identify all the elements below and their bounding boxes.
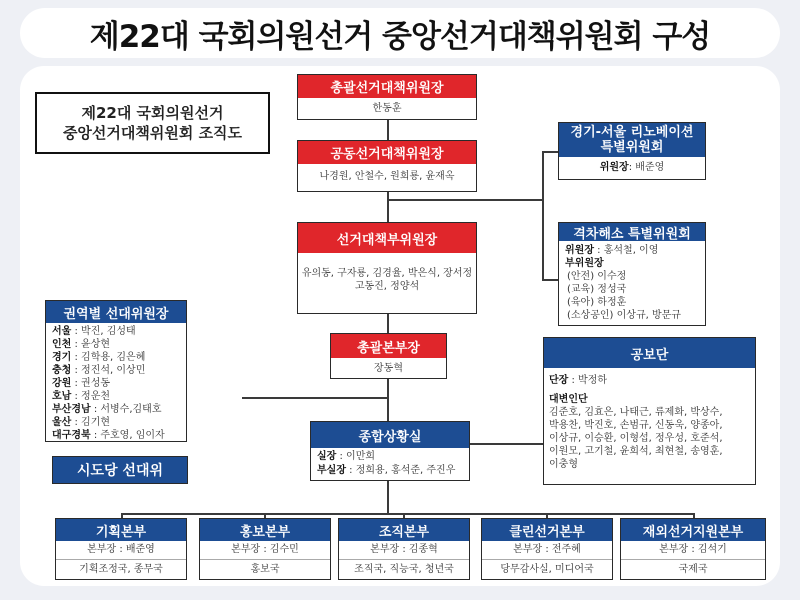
gap-vice-role: 부위원장 — [565, 258, 604, 269]
connector-gyeonggi-stub — [542, 151, 558, 153]
gyeonggi-header-line1: 경기-서울 리노베이션 — [570, 125, 694, 140]
division-units: 기획조정국, 종무국 — [79, 564, 163, 575]
regional-row — [52, 377, 180, 390]
pr-team-box — [543, 337, 756, 485]
connector-divisions-horizontal — [121, 513, 694, 515]
region-chairs: : 서병수,김태호 — [90, 404, 162, 415]
gap-header: 격차해소 특별위원회 — [559, 223, 705, 241]
region-chairs: : 윤상현 — [71, 339, 111, 350]
region-name: 강원 — [52, 378, 72, 389]
situation-chief-name: : 이만희 — [336, 451, 376, 462]
pr-spokes-line: 김준호, 김효은, 나태근, 류제화, 박상수, — [549, 407, 723, 418]
regional-body — [46, 323, 186, 444]
regional-header: 권역별 선대위원장 — [46, 301, 186, 323]
division-chief: 본부장 : 배준영 — [56, 541, 186, 560]
org-label-line1: 제22대 국회의원선거 — [81, 104, 224, 122]
gap-item-1: (안전) 이수정 — [567, 271, 627, 282]
region-chairs: : 주호영, 임이자 — [90, 430, 165, 441]
gyeonggi-role: 위원장 — [599, 162, 629, 173]
gap-chair-role: 위원장 — [565, 245, 594, 256]
pr-spokes-line: 이충형 — [549, 459, 578, 470]
vice-chair-line2: 고동진, 정양석 — [354, 281, 420, 292]
org-chart-label — [35, 92, 270, 154]
region-chairs: : 김학용, 김은혜 — [71, 352, 146, 363]
gap-item-3: (육아) 하정훈 — [567, 297, 627, 308]
gap-body — [559, 241, 705, 325]
situation-room-box — [310, 421, 470, 481]
page-title: 제22대 국회의원선거 중앙선거대책위원회 구성 — [89, 18, 711, 55]
division-publicity — [199, 518, 331, 580]
vice-chair-line1: 유의동, 구자룡, 김경율, 박은식, 장서정 — [301, 268, 473, 279]
cochair-names: 나경원, 안철수, 원희룡, 윤재옥 — [319, 171, 455, 182]
situation-vice-name: : 정희용, 홍석준, 주진우 — [345, 465, 456, 476]
title-banner — [20, 8, 780, 58]
division-planning — [55, 518, 187, 580]
gyeonggi-header-line2: 특별위원회 — [600, 140, 664, 155]
cochair-header: 공동선거대책위원장 — [298, 141, 476, 164]
gap-item-4: (소상공인) 이상규, 방문규 — [567, 310, 681, 321]
situation-chief-row — [317, 450, 463, 464]
regional-row — [52, 325, 180, 338]
chair-header: 총괄선거대책위원장 — [298, 75, 476, 98]
situation-vice-role: 부실장 — [317, 465, 346, 476]
pr-spokes-role: 대변인단 — [549, 394, 588, 405]
gyeonggi-committee-box — [558, 122, 706, 180]
hq-chief-box — [330, 333, 447, 379]
division-chief: 본부장 : 전주혜 — [482, 541, 612, 560]
gyeonggi-body — [559, 157, 705, 179]
region-name: 경기 — [52, 352, 72, 363]
gap-committee-box — [558, 222, 706, 326]
cochair-box — [297, 140, 477, 192]
pr-spokes-line: 이원모, 고기철, 윤희석, 최현철, 송영훈, — [549, 446, 723, 457]
situation-chief-role: 실장 — [317, 451, 337, 462]
region-name: 충청 — [52, 365, 72, 376]
vice-chair-header: 선거대책부위원장 — [298, 223, 476, 253]
division-header: 조직본부 — [339, 519, 469, 541]
pr-spokes-line: 이상규, 이승환, 이형섭, 정우성, 호준석, — [549, 433, 723, 444]
vice-chair-body — [298, 253, 476, 293]
division-header: 기획본부 — [56, 519, 186, 541]
connector-regional-branch — [242, 397, 388, 399]
situation-header: 종합상황실 — [311, 422, 469, 448]
regional-row — [52, 390, 180, 403]
division-units: 국제국 — [678, 564, 708, 575]
regional-row — [52, 403, 180, 416]
pr-chief-row — [549, 374, 750, 387]
division-header: 홍보본부 — [200, 519, 330, 541]
division-header: 클린선거본부 — [482, 519, 612, 541]
situation-body — [311, 448, 469, 480]
region-name: 울산 — [52, 417, 72, 428]
division-units: 홍보국 — [250, 564, 280, 575]
region-name: 부산경남 — [52, 404, 91, 415]
regional-chairs-box — [45, 300, 187, 442]
division-clean-election — [481, 518, 613, 580]
division-chief: 본부장 : 김수민 — [200, 541, 330, 560]
pr-body — [544, 368, 755, 477]
hq-chief-name: 장동혁 — [374, 363, 403, 374]
connector-gyeonggi-branch — [387, 199, 543, 201]
situation-vice-row — [317, 464, 463, 478]
division-units: 당무감사실, 미디어국 — [500, 564, 594, 575]
connector-right-vertical — [542, 151, 544, 280]
region-name: 대구경북 — [52, 430, 91, 441]
regional-row — [52, 416, 180, 429]
sido-committee-box: 시도당 선대위 — [52, 456, 188, 484]
division-header: 재외선거지원본부 — [621, 519, 765, 541]
pr-chief-role: 단장 — [549, 375, 569, 386]
gyeonggi-name: : 배준영 — [628, 162, 665, 173]
regional-row — [52, 429, 180, 442]
hq-chief-header: 총괄본부장 — [331, 334, 446, 358]
pr-chief-name: : 박정하 — [568, 375, 608, 386]
vice-chair-box — [297, 222, 477, 314]
regional-row — [52, 338, 180, 351]
chair-name: 한동훈 — [372, 103, 402, 114]
region-chairs: : 권성동 — [71, 378, 111, 389]
regional-row — [52, 364, 180, 377]
regional-row — [52, 351, 180, 364]
region-name: 호남 — [52, 391, 72, 402]
pr-spokes-line: 박용찬, 박진호, 손범규, 신동욱, 양종아, — [549, 420, 723, 431]
region-name: 인천 — [52, 339, 72, 350]
pr-header: 공보단 — [544, 338, 755, 368]
gap-chair-row — [565, 244, 699, 257]
region-chairs: : 정진석, 이상민 — [71, 365, 146, 376]
division-organization — [338, 518, 470, 580]
connector-situation-pr — [470, 443, 543, 445]
region-name: 서울 — [52, 326, 72, 337]
org-label-line2: 중앙선거대책위원회 조직도 — [62, 124, 243, 142]
division-units: 조직국, 직능국, 청년국 — [354, 564, 454, 575]
division-chief: 본부장 : 김석기 — [621, 541, 765, 560]
division-chief: 본부장 : 김종혁 — [339, 541, 469, 560]
connector-gap-stub — [542, 279, 558, 281]
region-chairs: : 김기현 — [71, 417, 111, 428]
gap-item-2: (교육) 정성국 — [567, 284, 627, 295]
region-chairs: : 정운천 — [71, 391, 111, 402]
division-overseas — [620, 518, 766, 580]
chair-box — [297, 74, 477, 120]
gyeonggi-header — [559, 123, 705, 157]
gap-chair-names: : 홍석철, 이영 — [593, 245, 659, 256]
region-chairs: : 박진, 김성태 — [71, 326, 136, 337]
